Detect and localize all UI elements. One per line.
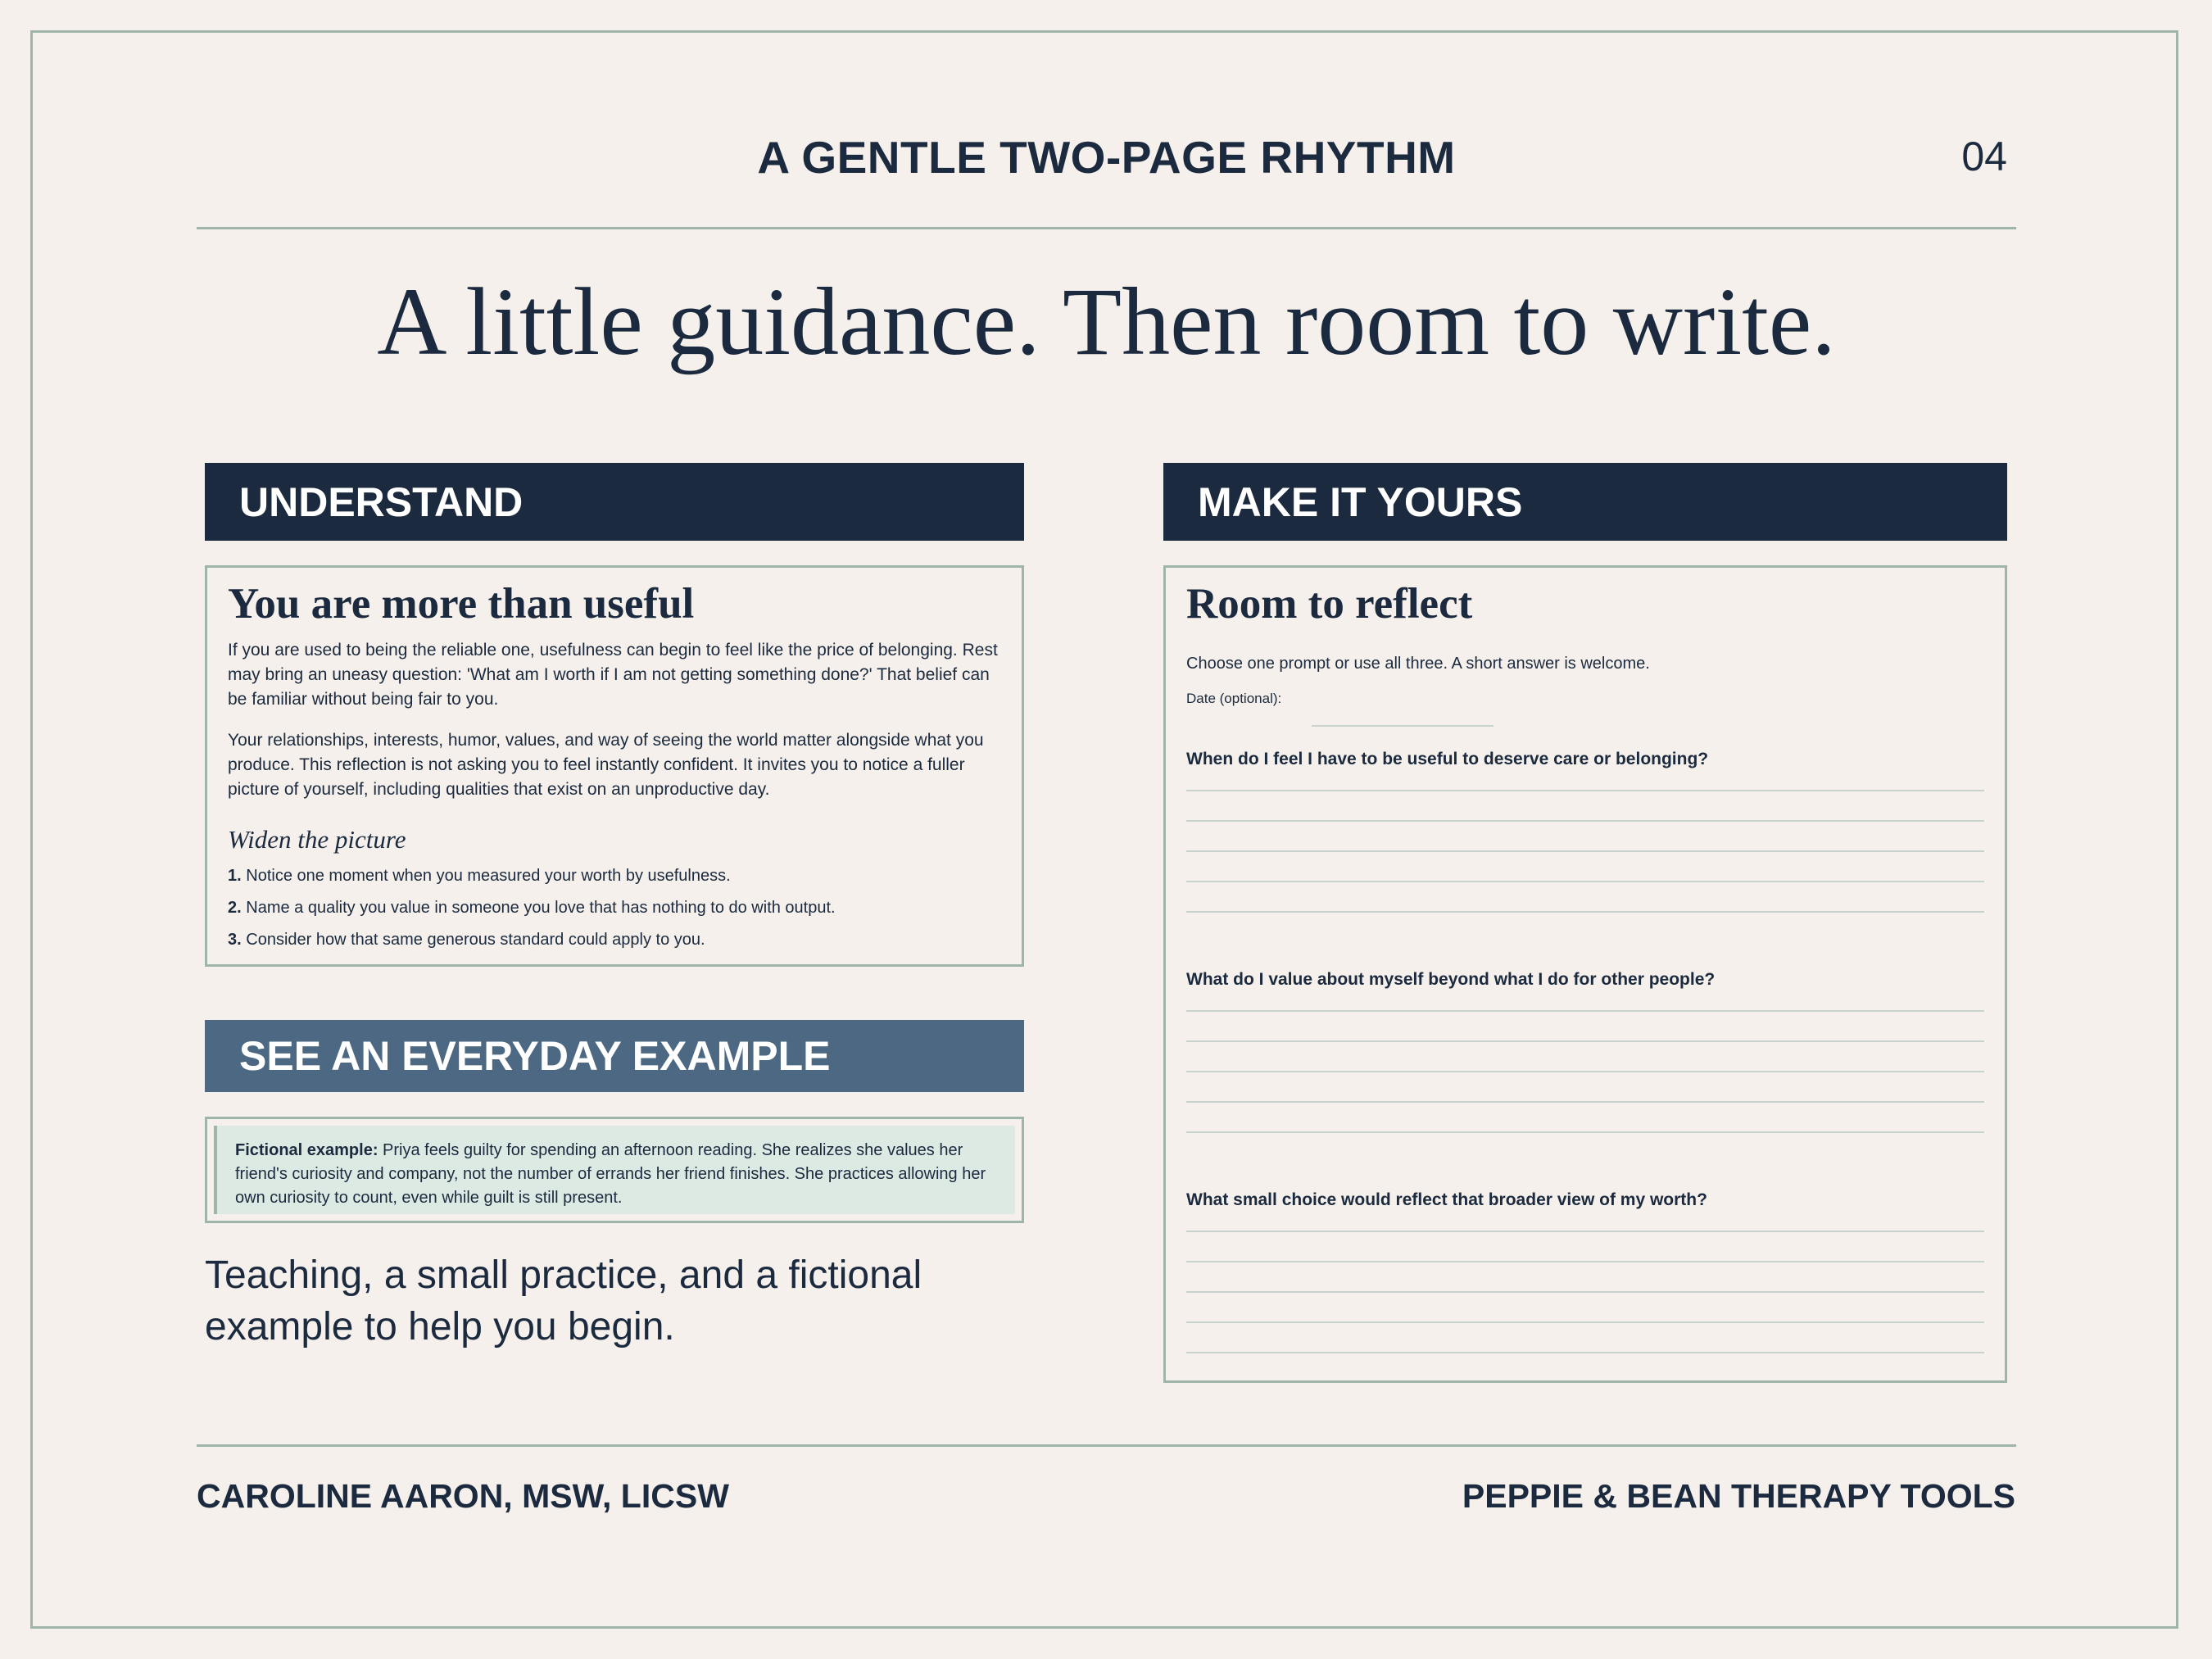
step-number: 1.: [228, 867, 242, 885]
example-card: [205, 1117, 1024, 1223]
date-field[interactable]: [1312, 707, 1494, 727]
page-number: 04: [1961, 134, 2007, 179]
page-caption: Teaching, a small practice, and a fictional example to help you begin.: [205, 1253, 922, 1349]
section-kicker: A GENTLE TWO-PAGE RHYTHM: [757, 132, 1456, 183]
understand-card: [205, 565, 1024, 967]
writing-line[interactable]: [1186, 1010, 1984, 1012]
list-item: [228, 864, 1004, 887]
understand-band-label: UNDERSTAND: [239, 478, 524, 525]
example-lead: Fictional example:: [235, 1141, 378, 1159]
writing-line[interactable]: [1186, 1231, 1984, 1232]
understand-paragraph-1: If you are used to being the reliable one, usefulness can begin to feel like the price of belonging. Rest may bring an uneasy question: 'What am I worth if I am not getting something done?' That belief can be familiar without being fair to you.: [228, 641, 998, 709]
reflection-instructions: Choose one prompt or use all three. A short answer is welcome.: [1186, 655, 1650, 673]
writing-line[interactable]: [1186, 1101, 1984, 1103]
make-it-yours-band-label: MAKE IT YOURS: [1198, 478, 1523, 525]
prompt-2: What do I value about myself beyond what I do for other people?: [1186, 970, 1716, 989]
step-number: 3.: [228, 931, 242, 949]
writing-line[interactable]: [1186, 881, 1984, 882]
understand-paragraph-2: Your relationships, interests, humor, values, and way of seeing the world matter alongside what you produce. This reflection is not asking you to feel instantly confident. It invites you to notice a fuller picture of yourself, including qualities that exist on an unproductive day.: [228, 731, 984, 799]
step-text: Name a quality you value in someone you love that has nothing to do with output.: [246, 899, 836, 917]
writing-line[interactable]: [1186, 1040, 1984, 1042]
list-item: [228, 928, 1004, 951]
page-headline: A little guidance. Then room to write.: [377, 268, 1836, 375]
writing-line[interactable]: [1186, 1321, 1984, 1323]
writing-line[interactable]: [1186, 850, 1984, 852]
prompt-1: When do I feel I have to be useful to deserve care or belonging?: [1186, 750, 1709, 768]
writing-line[interactable]: [1186, 1131, 1984, 1133]
writing-line[interactable]: [1186, 1291, 1984, 1293]
example-body: Priya feels guilty for spending an afternoon reading. She realizes she values her friend's curiosity and company, not the number of errands her friend finishes. She practices allowing her own curiosity to count, even while guilt is still present.: [235, 1141, 986, 1207]
writing-line[interactable]: [1186, 911, 1984, 913]
example-band: [205, 1020, 1024, 1092]
example-callout: [214, 1126, 1015, 1214]
steps-list: [228, 864, 1004, 951]
step-text: Notice one moment when you measured your worth by usefulness.: [246, 867, 731, 885]
prompt-3: What small choice would reflect that broader view of my worth?: [1186, 1190, 1707, 1209]
writing-line[interactable]: [1186, 1261, 1984, 1262]
step-text: Consider how that same generous standard could apply to you.: [246, 931, 705, 949]
reflection-title: Room to reflect: [1186, 580, 1473, 628]
understand-title: You are more than useful: [228, 580, 695, 628]
header-divider: [197, 227, 2016, 229]
date-label: Date (optional):: [1186, 691, 1282, 706]
make-it-yours-band: [1163, 463, 2007, 541]
example-text: [235, 1139, 990, 1210]
writing-line[interactable]: [1186, 790, 1984, 791]
writing-line[interactable]: [1186, 1352, 1984, 1353]
example-band-label: SEE AN EVERYDAY EXAMPLE: [239, 1033, 831, 1079]
step-number: 2.: [228, 899, 242, 917]
list-item: [228, 896, 1004, 919]
footer-divider: [197, 1444, 2016, 1447]
footer-brand: PEPPIE & BEAN THERAPY TOOLS: [1462, 1477, 2015, 1515]
understand-band: [205, 463, 1024, 541]
footer-author: CAROLINE AARON, MSW, LICSW: [197, 1477, 729, 1515]
writing-line[interactable]: [1186, 820, 1984, 822]
writing-line[interactable]: [1186, 1071, 1984, 1072]
widen-picture-heading: Widen the picture: [228, 825, 406, 854]
reflection-card: [1163, 565, 2007, 1383]
